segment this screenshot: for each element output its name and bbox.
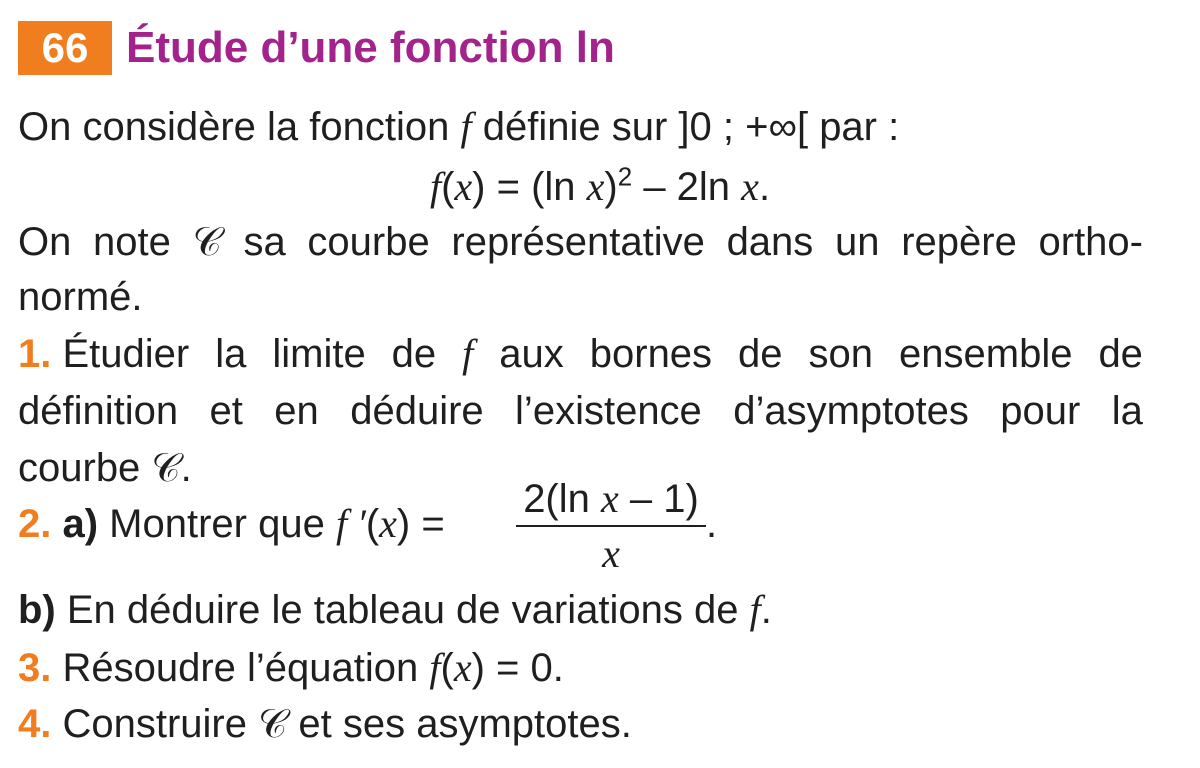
formula-f: f bbox=[429, 164, 442, 209]
question-number: 1. bbox=[18, 332, 63, 376]
word: représentative bbox=[451, 220, 705, 264]
period: . bbox=[760, 588, 772, 632]
intro-text: On considère la fonction bbox=[18, 105, 461, 149]
question-3 bbox=[18, 644, 564, 692]
exercise-title: Étude d’une fonction ln bbox=[126, 23, 615, 72]
variable-x: x bbox=[453, 645, 472, 690]
word: 𝒞 bbox=[192, 220, 222, 264]
question-text: Construire 𝒞 et ses asymptotes. bbox=[51, 702, 632, 746]
word: l’existence bbox=[515, 389, 702, 433]
word: d’asymptotes bbox=[733, 389, 969, 433]
word: en bbox=[274, 389, 319, 433]
function-symbol: f bbox=[429, 645, 441, 690]
function-symbol: f bbox=[749, 587, 761, 632]
word: repère bbox=[901, 220, 1017, 264]
word: de bbox=[1098, 332, 1143, 376]
question-1-line-1 bbox=[18, 330, 1143, 378]
word: bornes bbox=[589, 332, 713, 376]
formula-x: x bbox=[454, 164, 473, 209]
word: la bbox=[1111, 389, 1143, 433]
word: et bbox=[209, 389, 243, 433]
question-text: Montrer que bbox=[98, 502, 336, 546]
intro-line-3 bbox=[18, 218, 1143, 266]
word: pour bbox=[1000, 389, 1081, 433]
question-2a-statement bbox=[18, 500, 445, 548]
word: note bbox=[93, 220, 171, 264]
word: 1. Étudier bbox=[18, 332, 190, 376]
question-text: En déduire le tableau de variations de bbox=[55, 588, 750, 632]
exercise-number-badge: 66 bbox=[18, 21, 112, 75]
word: de bbox=[391, 332, 437, 376]
word: courbe bbox=[307, 220, 430, 264]
question-1-line-3: courbe 𝒞. bbox=[18, 446, 192, 490]
exercise-header bbox=[18, 20, 615, 76]
formula-paren: ( bbox=[441, 165, 455, 209]
formula-paren: ) bbox=[604, 165, 618, 209]
paren: ( bbox=[365, 502, 380, 546]
question-number: 3. bbox=[18, 646, 52, 690]
word: f bbox=[462, 331, 474, 376]
question-number: 4. bbox=[18, 702, 52, 746]
question-1-line-2 bbox=[18, 387, 1143, 435]
word: aux bbox=[499, 332, 564, 376]
formula-part: ) = (ln bbox=[472, 165, 587, 209]
question-text: Résoudre l’équation bbox=[51, 646, 430, 690]
word: déduire bbox=[350, 389, 484, 433]
word: dans bbox=[726, 220, 814, 264]
word: un bbox=[835, 220, 880, 264]
word: définition bbox=[18, 389, 179, 433]
fraction-bar bbox=[516, 525, 706, 527]
equals: ) = bbox=[396, 502, 445, 546]
numerator-text: 2(ln bbox=[523, 477, 601, 521]
function-symbol: f bbox=[460, 104, 472, 149]
part-label: b) bbox=[18, 588, 56, 632]
word: ortho- bbox=[1038, 220, 1143, 264]
fraction-numerator bbox=[516, 475, 706, 523]
fraction-denominator: x bbox=[602, 531, 620, 576]
paren: ( bbox=[440, 646, 454, 690]
variable-x: x bbox=[379, 501, 397, 546]
word: limite bbox=[272, 332, 366, 376]
part-label: a) bbox=[62, 502, 99, 546]
word: ensemble bbox=[899, 332, 1073, 376]
word: son bbox=[808, 332, 874, 376]
intro-line-4: normé. bbox=[18, 275, 143, 319]
question-2b bbox=[18, 586, 772, 634]
formula-x: x bbox=[586, 164, 605, 209]
intro-text-end: définie sur ]0 ; +∞[ par : bbox=[471, 105, 900, 149]
formula-exponent: 2 bbox=[617, 161, 633, 192]
question-4 bbox=[18, 700, 632, 748]
formula-end: . bbox=[758, 165, 771, 209]
numerator-text: – 1) bbox=[618, 477, 699, 521]
formula-x: x bbox=[741, 164, 759, 209]
word: la bbox=[215, 332, 247, 376]
word: de bbox=[738, 332, 783, 376]
intro-line-1 bbox=[18, 103, 899, 151]
period: . bbox=[706, 502, 718, 546]
formula-part: – 2ln bbox=[632, 165, 742, 209]
question-text: ) = 0. bbox=[471, 646, 564, 690]
function-formula bbox=[0, 163, 1200, 211]
variable-x: x bbox=[601, 476, 619, 521]
derivative-fraction bbox=[516, 470, 706, 590]
question-number: 2. bbox=[18, 502, 52, 546]
derivative-symbol: f ′ bbox=[335, 501, 366, 546]
word: On bbox=[18, 220, 72, 264]
word: sa bbox=[243, 220, 286, 264]
